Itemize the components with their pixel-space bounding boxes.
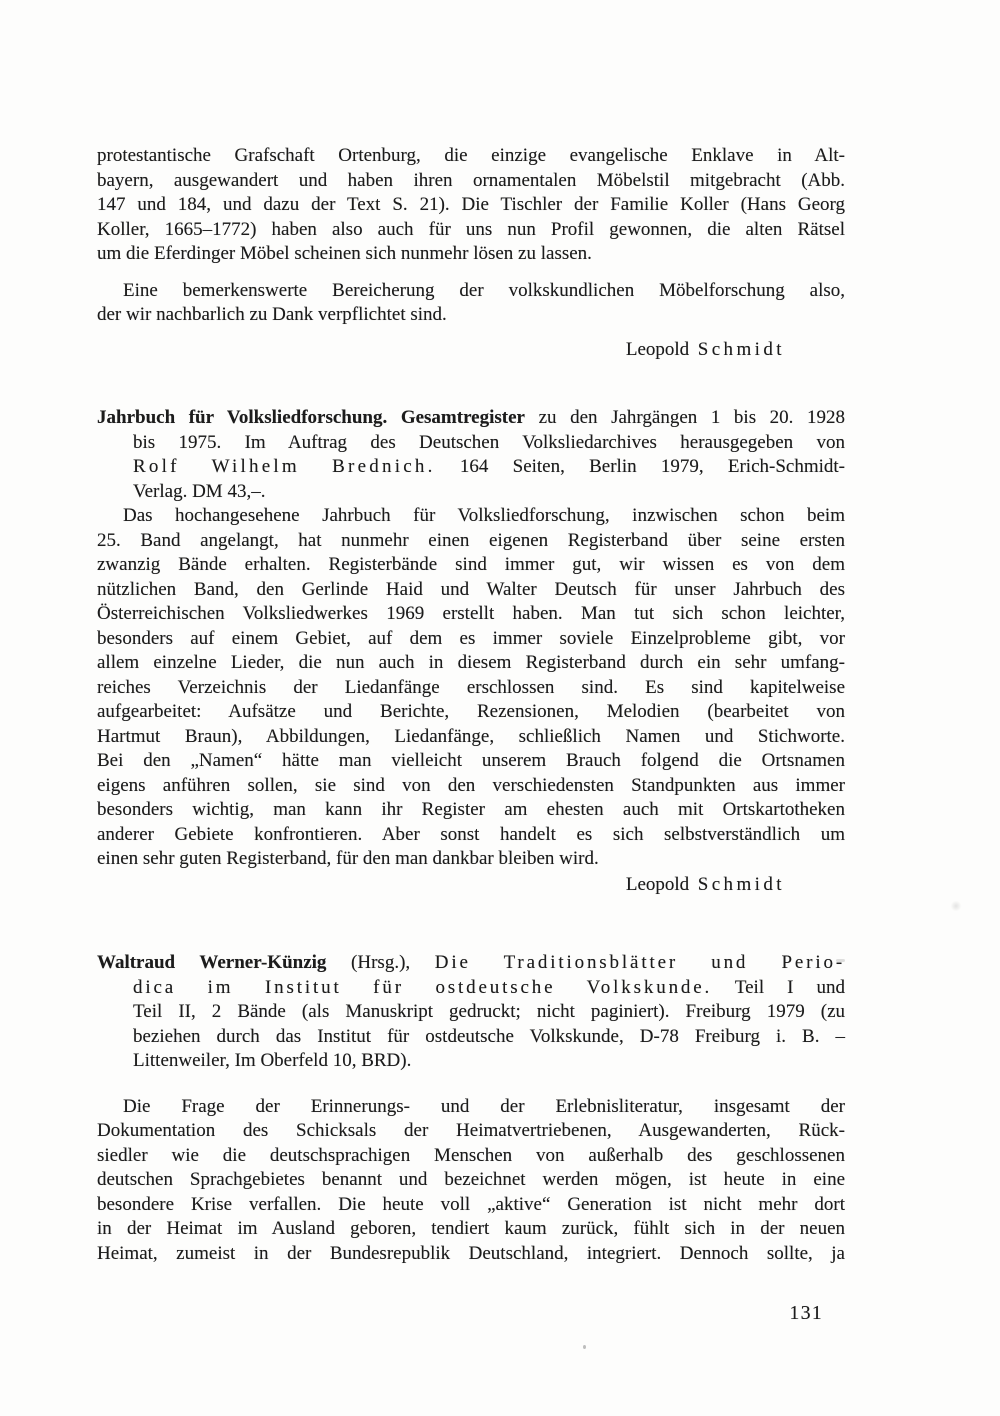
review-body-paragraph (97, 504, 845, 872)
text-line: der wir nachbarlich zu Dank verpflichtet sind. (97, 304, 447, 325)
text-line: Hartmut Braun), Abbildungen, Liedanfänge, schließlich Namen und Stichworte. (97, 725, 845, 747)
text-line: allem einzelne Lieder, die nun auch in diesem Registerband durch ein sehr umfang- (97, 652, 845, 673)
signature-given-name: Leopold (625, 873, 690, 895)
text-line (97, 455, 845, 480)
scan-artifact (950, 901, 962, 911)
text-line: besondere Krise verfallen. Die heute voll „aktive“ Generation ist nicht mehr dort (97, 1193, 845, 1215)
signature-given-name: Leopold (625, 338, 690, 360)
text-line: besonders auf einem Gebiet, auf dem es immer soviele Einzelprobleme gibt, vor (97, 627, 845, 649)
text-line: Teil II, 2 Bände (als Manuskript gedruckt; nicht paginiert). Freiburg 1979 (zu (133, 1001, 845, 1022)
signature-family-name: Schmidt (697, 873, 785, 895)
text-line: nützlichen Band, den Gerlinde Haid und Walter Deutsch für unser Jahrbuch des (97, 578, 845, 600)
text-line: einen sehr guten Registerband, für den man dankbar bleiben wird. (97, 848, 599, 869)
text-line: Bei den „Namen“ hätte man vielleicht unserem Brauch folgend die Ortsnamen (97, 750, 845, 771)
text-line: aufgearbeitet: Aufsätze und Berichte, Rezensionen, Melodien (bearbeitet von (97, 701, 845, 722)
text-line: anderer Gebiete konfrontieren. Aber sonst handelt es sich selbstverständlich um (97, 823, 845, 845)
text-line: deutschen Sprachgebietes benannt und bezeichnet werden mögen, ist heute in eine (97, 1169, 845, 1190)
page-number: 131 (789, 1302, 823, 1324)
text-line: in der Heimat im Ausland geboren, tendiert kaum zurück, fühlt sich in der neuen (97, 1218, 845, 1239)
text-line: 25. Band angelangt, hat nunmehr einen eigenen Registerband über seine ersten (97, 529, 845, 551)
text-block (97, 144, 845, 1325)
body-paragraph-continuation (97, 144, 845, 267)
review-title-spaced: Die Traditionsblätter und Perio- (434, 952, 845, 973)
text-line: besonders wichtig, man kann ihr Register am ehesten auch mit Ortskartotheken (97, 799, 845, 820)
body-paragraph-closing (97, 279, 845, 328)
text-line: um die Eferdinger Möbel scheinen sich nunmehr lösen zu lassen. (97, 243, 592, 264)
text-line: Koller, 1665–1772) haben also auch für uns nun Profil gewonnen, die alten Rätsel (97, 218, 845, 240)
text-line: protestantische Grafschaft Ortenburg, die einzige evangelische Enklave in Alt- (97, 145, 845, 166)
text-line: reiches Verzeichnis der Liedanfänge erschlossen sind. Es sind kapitelweise (97, 676, 845, 698)
text-line: 147 und 184, und dazu der Text S. 21). Die Tischler der Familie Koller (Hans Georg (97, 194, 845, 215)
imprint-text: 164 Seiten, Berlin 1979, Erich-Schmidt- (435, 456, 845, 477)
text-line: zwanzig Bände erhalten. Registerbände sind immer gut, wir wissen es von dem (97, 554, 845, 575)
review-heading-line (97, 406, 845, 431)
editor-name-spaced: Rolf Wilhelm Brednich. (133, 456, 436, 477)
text-line: Österreichischen Volksliedwerkes 1969 erstellt haben. Man tut sich schon leichter, (97, 603, 845, 624)
text-line: Heimat, zumeist in der Bundesrepublik Deutschland, integriert. Dennoch sollte, ja (97, 1242, 845, 1264)
review-title-rest: zu den Jahrgängen 1 bis 20. 1928 (524, 407, 845, 428)
text-line: Die Frage der Erinnerungs- und der Erlebnisliteratur, insgesamt der (123, 1095, 845, 1117)
text-line: eigens anführen sollen, sie sind von den verschiedensten Standpunkten aus immer (97, 774, 845, 796)
review-entry-jahrbuch (97, 406, 845, 504)
text-line: beziehen durch das Institut für ostdeutsche Volkskunde, D-78 Freiburg i. B. – (133, 1025, 845, 1047)
text-line: bayern, ausgewandert und haben ihren ornamentalen Möbelstil mitgebracht (Abb. (97, 169, 845, 191)
reviewer-signature (97, 338, 845, 363)
text-line (97, 976, 845, 1001)
editor-abbrev: (Hrsg.), (326, 952, 435, 973)
scan-artifact (583, 1345, 586, 1349)
text-line: bis 1975. Im Auftrag des Deutschen Volksliedarchives herausgegeben von (133, 431, 845, 453)
review-entry-werner-kuenzig (97, 951, 845, 1074)
text-line: Dokumentation des Schicksals der Heimatvertriebenen, Ausgewanderten, Rück- (97, 1120, 845, 1141)
reviewer-signature (97, 873, 845, 898)
signature-family-name: Schmidt (697, 338, 785, 360)
review-body-paragraph (97, 1095, 845, 1267)
text-line: siedler wie die deutschsprachigen Menschen von außerhalb des geschlossenen (97, 1144, 845, 1166)
text-line: Das hochangesehene Jahrbuch für Volksliedforschung, inzwischen schon beim (123, 505, 845, 526)
review-title-bold: Jahrbuch für Volksliedforschung. Gesamtregister (97, 407, 525, 428)
text-line: Eine bemerkenswerte Bereicherung der volkskundlichen Möbelforschung also, (123, 279, 845, 301)
text-line: Verlag. DM 43,–. (133, 480, 266, 502)
review-title-spaced: dica im Institut für ostdeutsche Volkskunde. (133, 976, 713, 998)
text-line: Littenweiler, Im Oberfeld 10, BRD). (133, 1050, 412, 1071)
imprint-text: Teil I und (712, 976, 845, 998)
review-heading-line (97, 951, 845, 976)
review-author-bold: Waltraud Werner-Künzig (97, 952, 327, 973)
